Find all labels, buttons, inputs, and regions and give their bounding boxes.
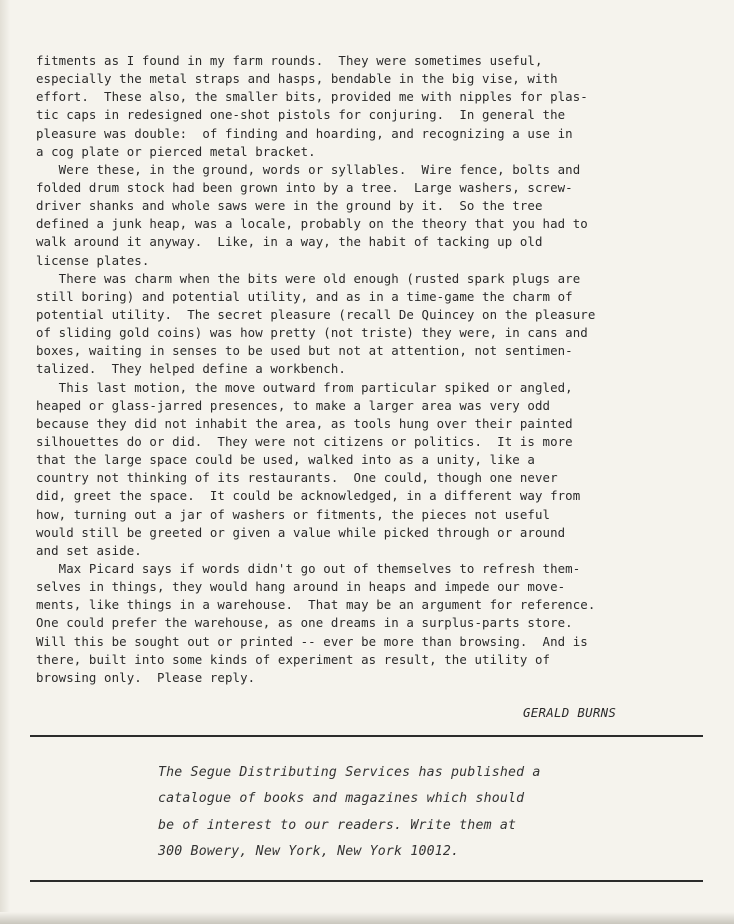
article-line: heaped or glass-jarred presences, to make a larger area was very odd [36, 397, 551, 413]
article-line: tic caps in redesigned one-shot pistols for conjuring. In general the [36, 107, 566, 123]
article-line: license plates. [36, 252, 150, 268]
article-line: driver shanks and whole saws were in the ground by it. So the tree [36, 198, 543, 214]
article-line: browsing only. Please reply. [36, 669, 256, 685]
divider-top [30, 735, 703, 737]
article-line: talized. They helped define a workbench. [36, 361, 346, 377]
notice-line: be of interest to our readers. Write them at [158, 817, 517, 833]
article-line: because they did not inhabit the area, as tools hung over their painted [36, 415, 573, 431]
author-signature: GERALD BURNS [523, 705, 617, 720]
article-line: Will this be sought out or printed -- ever be more than browsing. And is [36, 633, 588, 649]
article-line: folded drum stock had been grown into by a tree. Large washers, screw- [36, 179, 573, 195]
publisher-notice [158, 760, 638, 866]
notice-line: catalogue of books and magazines which should [158, 791, 525, 807]
article-line: Max Picard says if words didn't go out of themselves to refresh them- [36, 560, 581, 576]
article-line: selves in things, they would hang around in heaps and impede our move- [36, 579, 566, 595]
article-line: of sliding gold coins) was how pretty (not triste) they were, in cans and [36, 325, 588, 341]
article-line: boxes, waiting in senses to be used but not at attention, not sentimen- [36, 343, 573, 359]
article-line: walk around it anyway. Like, in a way, the habit of tacking up old [36, 234, 543, 250]
article-line: potential utility. The secret pleasure (recall De Quincey on the pleasure [36, 306, 596, 322]
notice-line: The Segue Distributing Services has published a [158, 765, 541, 780]
article-line: would still be greeted or given a value while picked through or around [36, 524, 566, 540]
article-body [36, 52, 700, 687]
article-line: that the large space could be used, walked into as a unity, like a [36, 452, 535, 468]
article-line: and set aside. [36, 542, 142, 558]
article-line: ments, like things in a warehouse. That may be an argument for reference. [36, 597, 596, 613]
article-line: still boring) and potential utility, and as in a time-game the charm of [36, 288, 573, 304]
notice-line: 300 Bowery, New York, New York 10012. [158, 844, 460, 860]
article-line: effort. These also, the smaller bits, provided me with nipples for plas- [36, 89, 588, 105]
page-edge-shadow [0, 0, 10, 924]
article-line: defined a junk heap, was a locale, probably on the theory that you had to [36, 216, 588, 232]
article-line: a cog plate or pierced metal bracket. [36, 143, 316, 159]
article-line: did, greet the space. It could be acknowledged, in a different way from [36, 488, 581, 504]
article-line: there, built into some kinds of experiment as result, the utility of [36, 651, 551, 667]
article-line: especially the metal straps and hasps, bendable in the big vise, with [36, 71, 558, 87]
article-line: This last motion, the move outward from particular spiked or angled, [36, 379, 573, 395]
article-line: Were these, in the ground, words or syllables. Wire fence, bolts and [36, 161, 581, 177]
article-line: One could prefer the warehouse, as one dreams in a surplus-parts store. [36, 615, 573, 631]
page-bottom-shadow [0, 912, 734, 924]
article-line: pleasure was double: of finding and hoarding, and recognizing a use in [36, 125, 573, 141]
article-line: silhouettes do or did. They were not citizens or politics. It is more [36, 433, 573, 449]
article-line: country not thinking of its restaurants. One could, though one never [36, 470, 558, 486]
article-line: how, turning out a jar of washers or fitments, the pieces not useful [36, 506, 551, 522]
article-line: There was charm when the bits were old enough (rusted spark plugs are [36, 270, 581, 286]
divider-bottom [30, 880, 703, 882]
article-line: fitments as I found in my farm rounds. They were sometimes useful, [36, 53, 543, 68]
